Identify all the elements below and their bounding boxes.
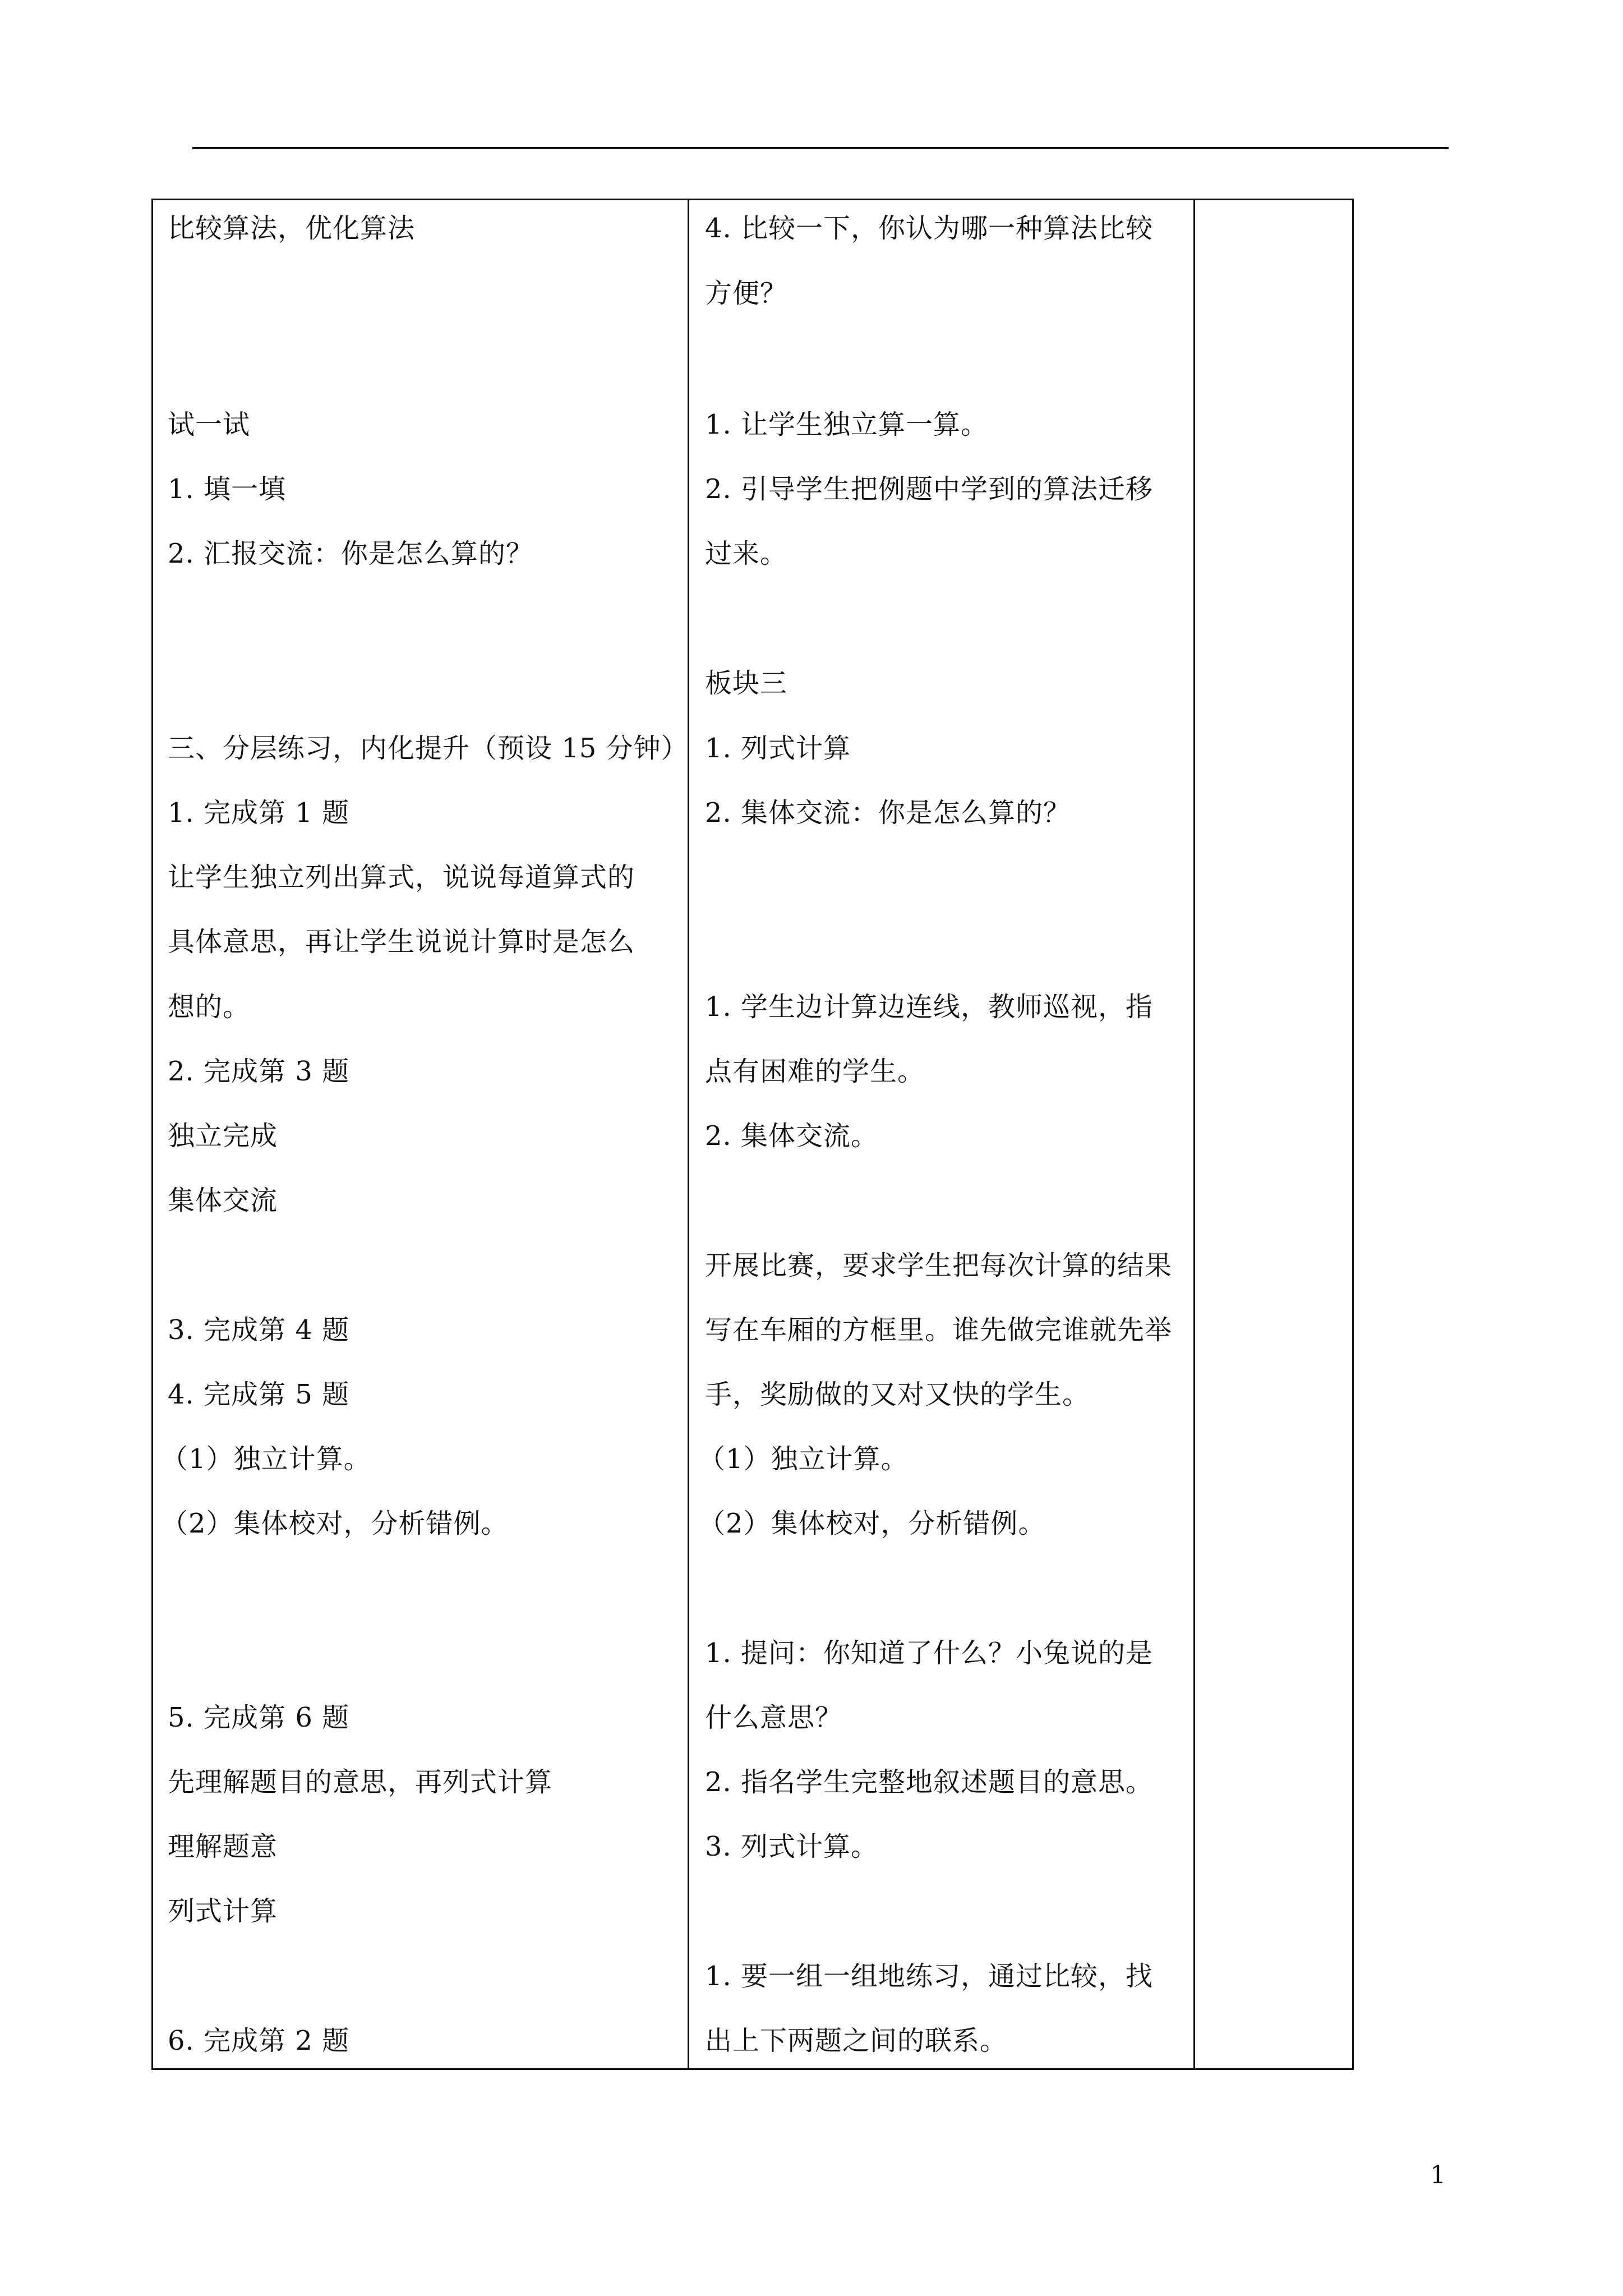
middle-line: 1. 学生边计算边连线，教师巡视，指: [705, 991, 1154, 1023]
left-line: 理解题意: [168, 1831, 278, 1862]
header-rule: [192, 147, 1449, 149]
left-line: 6. 完成第 2 题: [168, 2025, 350, 2056]
middle-line: 2. 引导学生把例题中学到的算法迁移: [705, 473, 1154, 505]
left-line: 具体意思，再让学生说说计算时是怎么: [168, 926, 635, 958]
middle-line: 4. 比较一下，你认为哪一种算法比较: [705, 213, 1154, 244]
left-line: 三、分层练习，内化提升（预设 15 分钟）: [168, 733, 689, 764]
left-line: 5. 完成第 6 题: [168, 1702, 350, 1733]
middle-line: 开展比赛，要求学生把每次计算的结果: [705, 1250, 1173, 1281]
column-divider-right: [1193, 200, 1195, 2068]
middle-line: （1）独立计算。: [698, 1443, 909, 1475]
left-line: 1. 填一填: [168, 473, 287, 505]
middle-line: 1. 让学生独立算一算。: [705, 409, 989, 440]
left-line: 独立完成: [168, 1120, 278, 1152]
middle-line: 2. 指名学生完整地叙述题目的意思。: [705, 1766, 1154, 1798]
middle-line: （2）集体校对，分析错例。: [698, 1508, 1046, 1539]
middle-line: 1. 要一组一组地练习，通过比较，找: [705, 1961, 1154, 1992]
left-line: （2）集体校对，分析错例。: [161, 1508, 509, 1539]
middle-line: 出上下两题之间的联系。: [705, 2025, 1008, 2056]
left-line: 2. 汇报交流：你是怎么算的？: [168, 538, 534, 569]
left-line: 想的。: [168, 991, 251, 1023]
lesson-plan-table: [151, 199, 1354, 2070]
left-line: 2. 完成第 3 题: [168, 1056, 350, 1087]
left-line: 比较算法，优化算法: [168, 213, 416, 244]
left-line: 集体交流: [168, 1185, 278, 1216]
middle-line: 1. 列式计算: [705, 733, 851, 764]
left-line: 3. 完成第 4 题: [168, 1314, 350, 1346]
middle-line: 板块三: [705, 668, 788, 699]
middle-line: 2. 集体交流。: [705, 1120, 879, 1152]
left-line: 4. 完成第 5 题: [168, 1379, 350, 1410]
column-divider-left: [688, 200, 689, 2068]
left-line: 先理解题目的意思，再列式计算: [168, 1766, 553, 1798]
left-line: 1. 完成第 1 题: [168, 797, 350, 829]
page-number: 1: [1430, 2161, 1446, 2189]
middle-line: 点有困难的学生。: [705, 1056, 925, 1087]
middle-line: 方便？: [705, 278, 788, 309]
left-line: 让学生独立列出算式，说说每道算式的: [168, 862, 635, 893]
left-line: 试一试: [168, 409, 251, 440]
middle-line: 2. 集体交流：你是怎么算的？: [705, 797, 1071, 829]
middle-line: 手，奖励做的又对又快的学生。: [705, 1379, 1090, 1410]
middle-line: 写在车厢的方框里。谁先做完谁就先举: [705, 1314, 1173, 1346]
left-line: （1）独立计算。: [161, 1443, 371, 1475]
middle-line: 过来。: [705, 538, 788, 569]
middle-line: 什么意思？: [705, 1702, 843, 1733]
middle-line: 1. 提问：你知道了什么？小兔说的是: [705, 1637, 1154, 1669]
middle-line: 3. 列式计算。: [705, 1831, 879, 1862]
left-line: 列式计算: [168, 1895, 278, 1927]
